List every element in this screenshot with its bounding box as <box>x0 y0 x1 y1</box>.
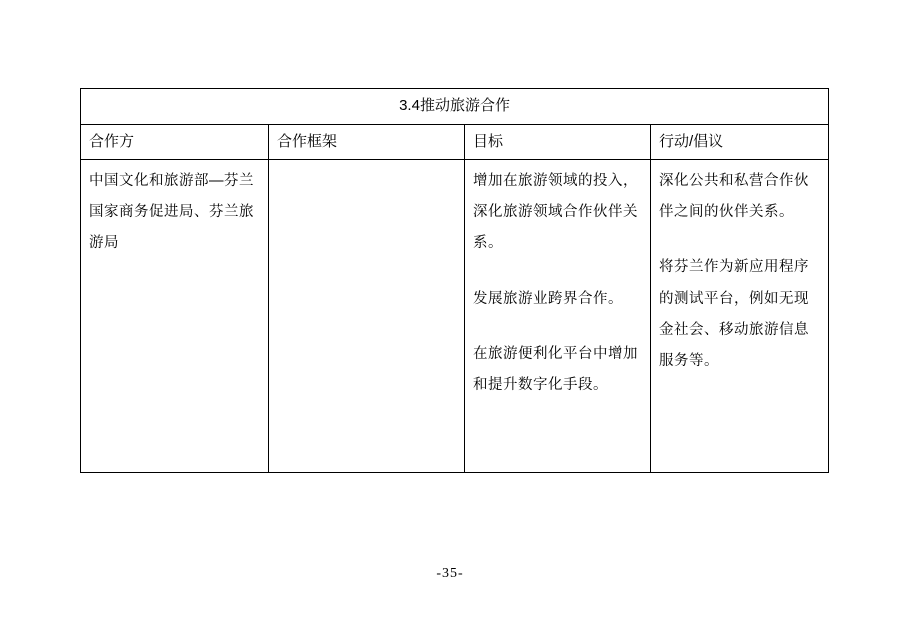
column-header-partner: 合作方 <box>81 124 269 160</box>
table-title: 3.4推动旅游合作 <box>81 89 829 125</box>
table-title-row <box>81 89 829 125</box>
cell-actions <box>651 160 829 473</box>
table-header-row <box>81 124 829 160</box>
cell-framework <box>269 160 465 473</box>
table-row <box>81 160 829 473</box>
goal-item: 在旅游便利化平台中增加和提升数字化手段。 <box>473 345 638 393</box>
page-number: -35- <box>436 566 464 581</box>
cooperation-table <box>80 88 829 473</box>
action-item: 将芬兰作为新应用程序的测试平台，例如无现金社会、移动旅游信息服务等。 <box>659 259 809 369</box>
action-item: 深化公共和私营合作伙伴之间的伙伴关系。 <box>659 173 809 221</box>
column-header-goals: 目标 <box>465 124 651 160</box>
cell-goals <box>465 160 651 473</box>
goal-item: 增加在旅游领域的投入，深化旅游领域合作伙伴关系。 <box>473 173 638 252</box>
column-header-framework: 合作框架 <box>269 124 465 160</box>
goal-item: 发展旅游业跨界合作。 <box>473 290 623 307</box>
column-header-actions: 行动/倡议 <box>651 124 829 160</box>
cell-partner: 中国文化和旅游部—芬兰国家商务促进局、芬兰旅游局 <box>81 160 269 473</box>
